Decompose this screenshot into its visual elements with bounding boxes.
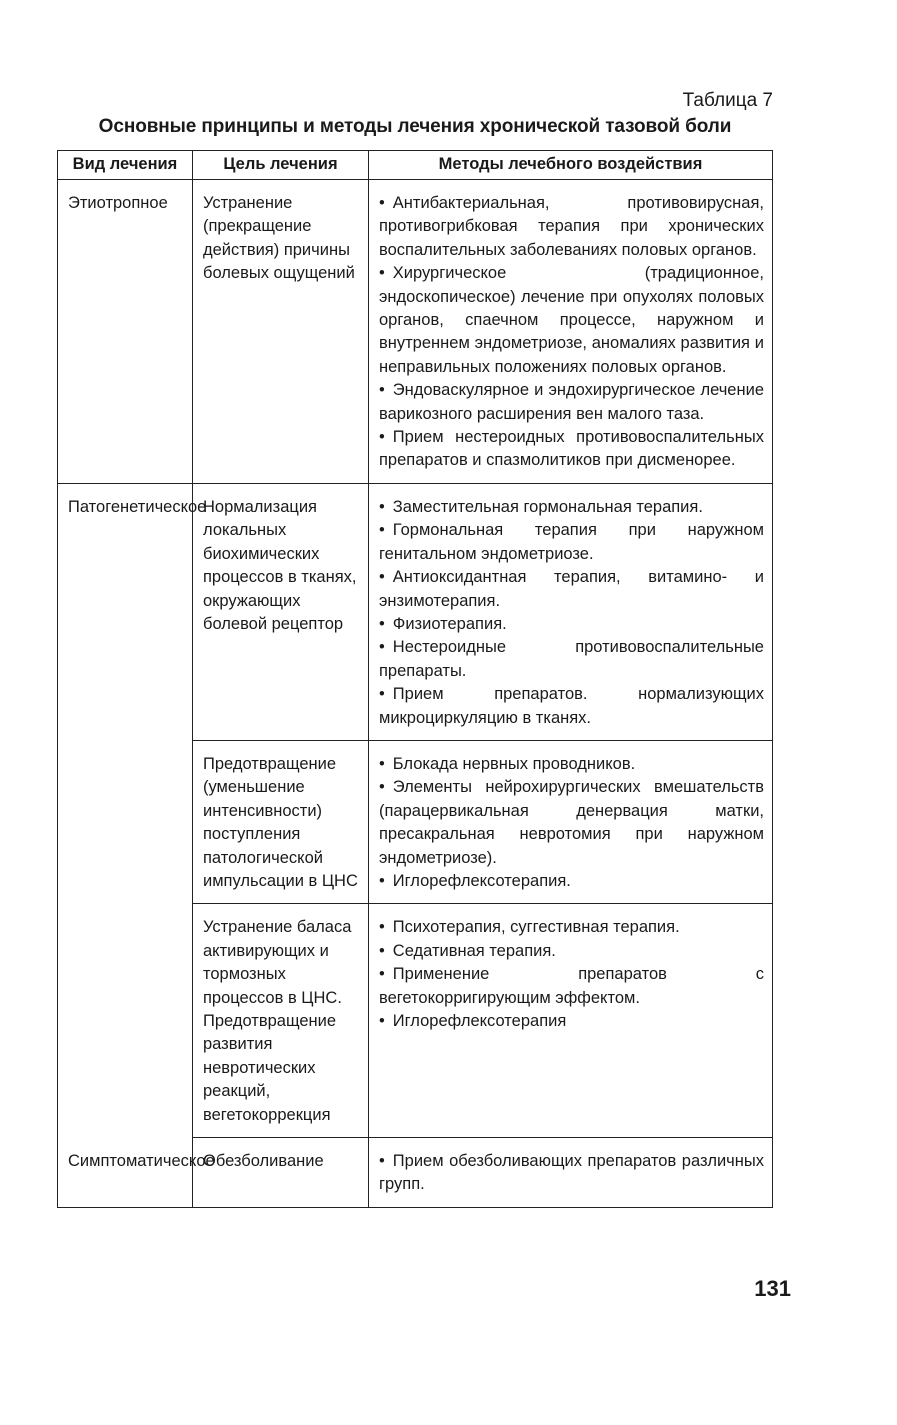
table-row xyxy=(58,483,773,740)
cell-goal: Устранение (прекращение действия) причины болевых ощущений xyxy=(193,180,369,484)
method-item: • Антиоксидантная терапия, витамино- и энзимотерапия. xyxy=(379,566,764,613)
method-item: • Гормональная терапия при наружном генитальном эндометриозе. xyxy=(379,519,764,566)
header-goal: Цель лечения xyxy=(193,151,369,180)
treatment-table xyxy=(57,150,773,1208)
method-item: • Седативная терапия. xyxy=(379,940,764,963)
cell-methods xyxy=(369,1138,773,1208)
header-kind: Вид лечения xyxy=(58,151,193,180)
method-item: • Нестероидные противовоспалительные препараты. xyxy=(379,636,764,683)
cell-methods xyxy=(369,180,773,484)
cell-goal: Обезболивание xyxy=(193,1138,369,1208)
table-row xyxy=(58,1138,773,1208)
method-item: • Иглорефлексотерапия. xyxy=(379,870,764,893)
table-header-row xyxy=(58,151,773,180)
method-item: • Физиотерапия. xyxy=(379,613,764,636)
table-row xyxy=(58,180,773,484)
method-item: • Антибактериальная, противовирусная, противогрибковая терапия при хронических воспалительных заболеваниях половых органов. xyxy=(379,192,764,262)
method-item: • Хирургическое (традиционное, эндоскопическое) лечение при опухолях половых органов, спаечном процессе, наружном и внутреннем эндометриозе, аномалиях развития и неправильных положениях половых органов. xyxy=(379,262,764,379)
method-item: • Психотерапия, суггестивная терапия. xyxy=(379,916,764,939)
method-item: • Прием нестероидных противовоспалительных препаратов и спазмолитиков при дисменорее. xyxy=(379,426,764,473)
method-item: • Элементы нейрохирургических вмешательств (парацервикальная денервация матки, пресакральная невротомия при наружном эндометриозе). xyxy=(379,776,764,870)
cell-kind: Этиотропное xyxy=(58,180,193,484)
cell-kind: Симптоматическое xyxy=(58,1138,193,1208)
method-item: • Эндоваскулярное и эндохирургическое лечение варикозного расширения вен малого таза. xyxy=(379,379,764,426)
header-methods: Методы лечебного воздействия xyxy=(369,151,773,180)
table-number: Таблица 7 xyxy=(682,90,773,111)
cell-kind: Патогенетическое xyxy=(58,483,193,1137)
method-item: • Прием препаратов. нормализующих микроциркуляцию в тканях. xyxy=(379,683,764,730)
method-item: • Иглорефлексотерапия xyxy=(379,1010,764,1033)
cell-methods xyxy=(369,904,773,1138)
table-title: Основные принципы и методы лечения хронической тазовой боли xyxy=(98,116,732,137)
cell-goal: Устранение баласа активирующих и тормозных процессов в ЦНС. Предотвращение развития невротических реакций, вегетокоррекция xyxy=(193,904,369,1138)
method-item: • Заместительная гормональная терапия. xyxy=(379,496,764,519)
cell-goal: Нормализация локальных биохимических процессов в тканях, окружающих болевой рецептор xyxy=(193,483,369,740)
cell-goal: Предотвращение (уменьшение интенсивности) поступления патологической импульсации в ЦНС xyxy=(193,740,369,903)
page-number: 131 xyxy=(754,1276,791,1301)
method-item: • Применение препаратов с вегетокорригирующим эффектом. xyxy=(379,963,764,1010)
cell-methods xyxy=(369,483,773,740)
cell-methods xyxy=(369,740,773,903)
method-item: • Прием обезболивающих препаратов различных групп. xyxy=(379,1150,764,1197)
method-item: • Блокада нервных проводников. xyxy=(379,753,764,776)
